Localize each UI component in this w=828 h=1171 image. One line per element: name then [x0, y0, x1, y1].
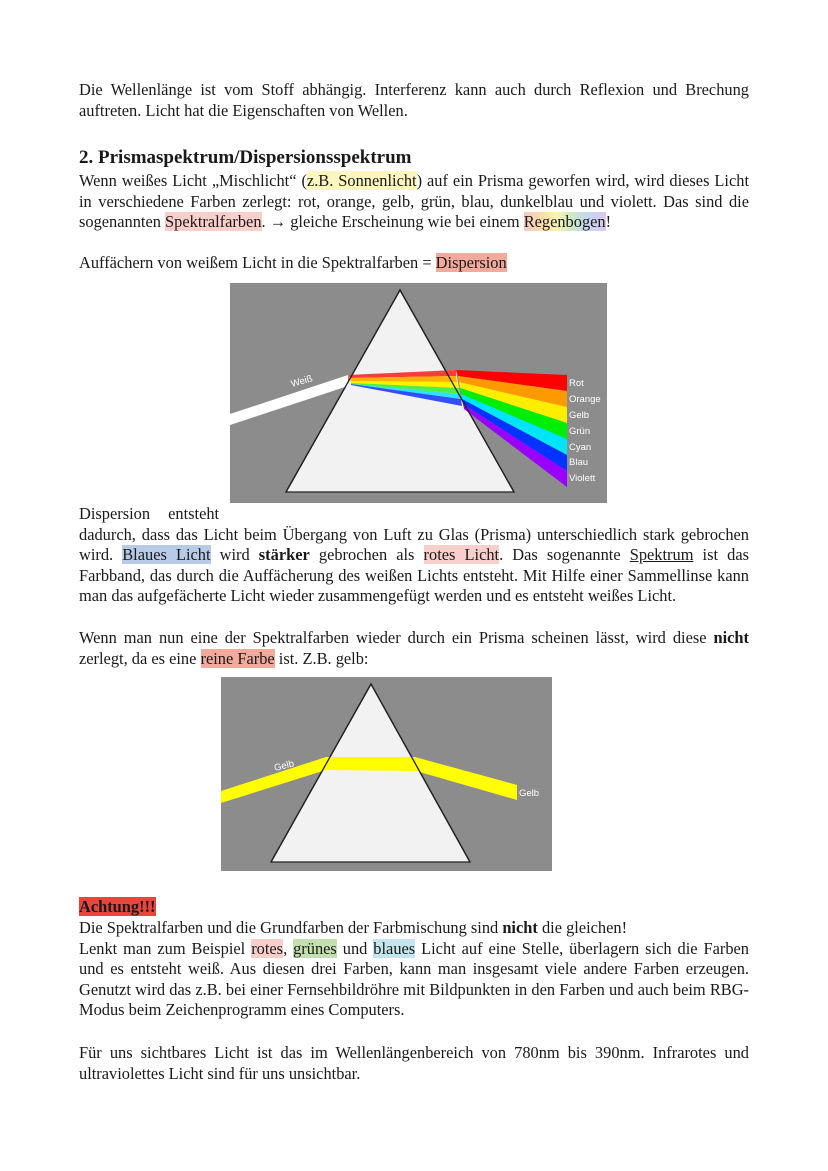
highlight-blue-light: Blaues Licht: [122, 545, 211, 565]
paragraph-prism-intro: Wenn weißes Licht „Mischlicht“ (z.B. Sonnenlicht) auf ein Prisma geworfen wird, wird dieses Licht in verschiedene Farben zerlegt: rot, orange, gelb, grün, blau, dunkelblau und violett. Das sind die sogenannten Spektralfarben. → gleiche Erscheinung wie bei einem Regenbogen!: [79, 171, 750, 232]
label-weiss: Weiß: [289, 373, 314, 390]
paragraph-color-mixing: Die Spektralfarben und die Grundfarben der Farbmischung sind nicht die gleichen! Lenkt man zum Beispiel rotes, grünes und blaues Licht auf eine Stelle, überlagern sich die Farben und es entsteht weiß. Aus diesen drei Farben, kann man insgesamt viele andere Farben erzeugen. Genutzt wird das z.B. bei einer Fernsehbildröhre mit Bildpunkten in den Farben und auch beim RBG-Modus beim Zeichenprogramm eines Computers.: [79, 918, 750, 1020]
highlight-spectral-colors: Spektralfarben: [165, 212, 262, 232]
highlight-green: grünes: [293, 938, 337, 958]
label-gelb-in: Gelb: [273, 758, 296, 774]
label-gruen: Grün: [569, 426, 591, 437]
paragraph-visible-light: Für uns sichtbares Licht ist das im Wellenlängenbereich von 780nm bis 390nm. Infrarotes und ultraviolettes Licht sind für uns unsichtbar.: [79, 1043, 749, 1083]
highlight-rainbow: Regenbogen: [523, 212, 606, 232]
highlight-red: rotes: [251, 938, 284, 958]
highlight-dispersion: Dispersion: [435, 253, 507, 272]
paragraph-wave-properties: Die Wellenlänge ist vom Stoff abhängig. Interferenz kann auch durch Reflexion und Brechung auftreten. Licht hat die Eigenschaften von Wellen.: [79, 80, 749, 120]
dispersion-prism-figure: [230, 283, 607, 503]
paragraph-dispersion-definition: Auffächern von weißem Licht in die Spektralfarben = Dispersion: [79, 253, 507, 272]
yellow-prism-svg: [221, 677, 552, 871]
highlight-red-light: rotes Licht: [423, 545, 500, 565]
paragraph-pure-color: Wenn man nun eine der Spektralfarben wieder durch ein Prisma scheinen lässt, wird diese nicht zerlegt, da es eine reine Farbe ist. Z.B. gelb:: [79, 628, 749, 668]
yellow-beam-inside: [326, 757, 416, 771]
label-rot: Rot: [569, 378, 584, 389]
dispersion-prism-svg: [230, 283, 607, 503]
highlight-blue: blaues: [373, 938, 416, 958]
label-gelb: Gelb: [569, 410, 590, 421]
yellow-prism-figure: [221, 677, 552, 871]
highlight-sunlight: z.B. Sonnenlicht: [306, 171, 417, 190]
attention-badge: Achtung!!!: [79, 897, 156, 916]
label-violett: Violett: [569, 473, 596, 484]
paragraph-attention: [79, 897, 749, 918]
highlight-pure-color: reine Farbe: [200, 648, 275, 668]
label-cyan: Cyan: [569, 442, 592, 453]
label-blau: Blau: [569, 457, 589, 468]
section-heading: 2. Prismaspektrum/Dispersionsspektrum: [79, 147, 412, 168]
label-gelb-out: Gelb: [519, 788, 540, 799]
paragraph-dispersion-cause: Dispersion entsteht dadurch, dass das Licht beim Übergang von Luft zu Glas (Prisma) unterschiedlich stark gebrochen wird. Blaues Licht wird stärker gebrochen als rotes Licht. Das sogenannte Spektrum ist das Farbband, das durch die Auffächerung des weißen Lichts entsteht. Mit Hilfe einer Sammellinse kann man das aufgefächerte Licht wieder zusammengefügt werden und es entsteht weißes Licht.: [79, 504, 749, 606]
underlined-spectrum: Spektrum: [629, 545, 694, 565]
label-orange: Orange: [569, 394, 601, 405]
